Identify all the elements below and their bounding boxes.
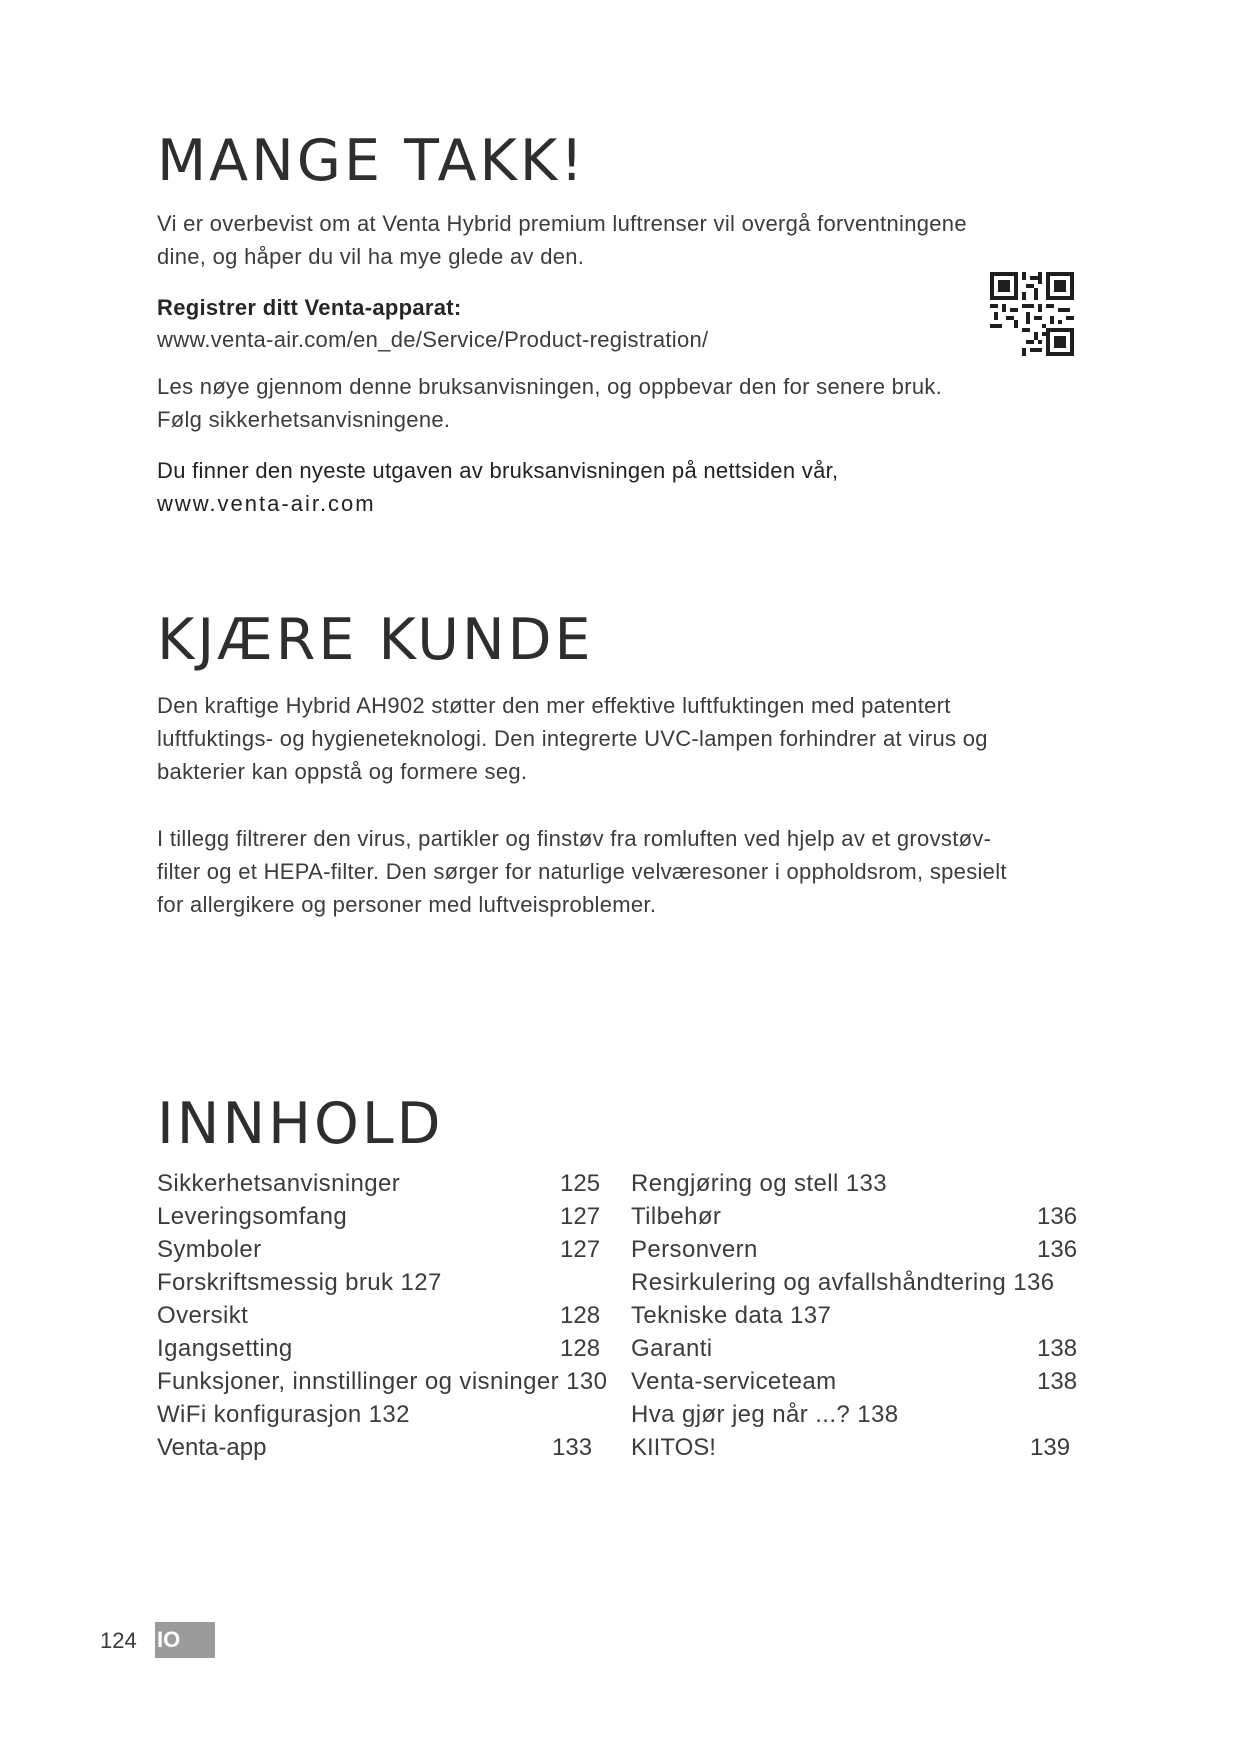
toc-item-page: 125 (560, 1170, 601, 1197)
thanks-intro-line-2: dine, og håper du vil ha mye glede av den. (157, 244, 585, 269)
toc-item-label[interactable]: KIITOS! (631, 1434, 716, 1461)
toc-item-label[interactable]: Personvern (631, 1236, 758, 1263)
toc-item-label[interactable]: Venta-serviceteam (631, 1368, 837, 1395)
dear-customer-p1-line-1: Den kraftige Hybrid AH902 støtter den mer effektive luftfuktingen med patentert (157, 693, 951, 718)
dear-customer-p1-line-3: bakterier kan oppstå og formere seg. (157, 759, 528, 784)
toc-item-label[interactable]: Symboler (157, 1236, 262, 1263)
toc-item-label[interactable]: Tilbehør (631, 1203, 722, 1230)
toc-item-label[interactable]: Forskriftsmessig bruk 127 (157, 1269, 442, 1296)
page-number: 124 (100, 1628, 137, 1653)
toc-item-page: 136 (1037, 1203, 1078, 1230)
contents-heading: INNHOLD (157, 1091, 444, 1157)
toc-item-label[interactable]: Venta-app (157, 1434, 267, 1461)
toc-item-label[interactable]: Funksjoner, innstillinger og visninger 130 (157, 1368, 608, 1395)
dear-customer-p2-line-1: I tillegg filtrerer den virus, partikler og finstøv fra romluften ved hjelp av et grovstøv- (157, 826, 992, 851)
language-code: IO (157, 1627, 181, 1652)
read-instructions-line-1: Les nøye gjennom denne bruksanvisningen, og oppbevar den for senere bruk. (157, 374, 943, 399)
toc-item-page: 138 (1037, 1368, 1078, 1395)
toc-item-page: 133 (552, 1434, 593, 1461)
toc-item-label[interactable]: Garanti (631, 1335, 713, 1362)
toc-item-page: 136 (1037, 1236, 1078, 1263)
toc-item-label[interactable]: Igangsetting (157, 1335, 293, 1362)
register-label: Registrer ditt Venta-apparat: (157, 295, 462, 320)
language-tab (155, 1622, 215, 1658)
toc-item-label[interactable]: Leveringsomfang (157, 1203, 348, 1230)
dear-customer-heading: KJÆRE KUNDE (157, 607, 594, 673)
toc-item-label[interactable]: Sikkerhetsanvisninger (157, 1170, 401, 1197)
toc-item-page: 139 (1030, 1434, 1071, 1461)
toc-item-page: 138 (1037, 1335, 1078, 1362)
toc-item-label[interactable]: Hva gjør jeg når ...? 138 (631, 1401, 899, 1428)
qr-code-icon[interactable] (990, 272, 1074, 356)
dear-customer-p2-line-3: for allergikere og personer med luftveisproblemer. (157, 892, 657, 917)
read-instructions-line-2: Følg sikkerhetsanvisningene. (157, 407, 451, 432)
toc-item-label[interactable]: Rengjøring og stell 133 (631, 1170, 888, 1197)
website-link[interactable]: www.venta-air.com (157, 491, 376, 516)
toc-item-label[interactable]: Tekniske data 137 (631, 1302, 832, 1329)
dear-customer-p2-line-2: filter og et HEPA-filter. Den sørger for naturlige velværesoner i oppholdsrom, spesielt (157, 859, 1007, 884)
toc-item-page: 128 (560, 1335, 601, 1362)
thanks-heading: MANGE TAKK! (157, 128, 587, 194)
toc-item-page: 128 (560, 1302, 601, 1329)
toc-item-page: 127 (560, 1203, 601, 1230)
toc-item-label[interactable]: Resirkulering og avfallshåndtering 136 (631, 1269, 1055, 1296)
register-url-link[interactable]: www.venta-air.com/en_de/Service/Product-registration/ (157, 327, 709, 352)
toc-item-page: 127 (560, 1236, 601, 1263)
latest-edition-line-1: Du finner den nyeste utgaven av bruksanvisningen på nettsiden vår, (157, 458, 839, 483)
thanks-intro-line-1: Vi er overbevist om at Venta Hybrid premium luftrenser vil overgå forventningene (157, 211, 967, 236)
dear-customer-p1-line-2: luftfuktings- og hygieneteknologi. Den integrerte UVC-lampen forhindrer at virus og (157, 726, 988, 751)
toc-item-label[interactable]: Oversikt (157, 1302, 249, 1329)
toc-item-label[interactable]: WiFi konfigurasjon 132 (157, 1401, 410, 1428)
